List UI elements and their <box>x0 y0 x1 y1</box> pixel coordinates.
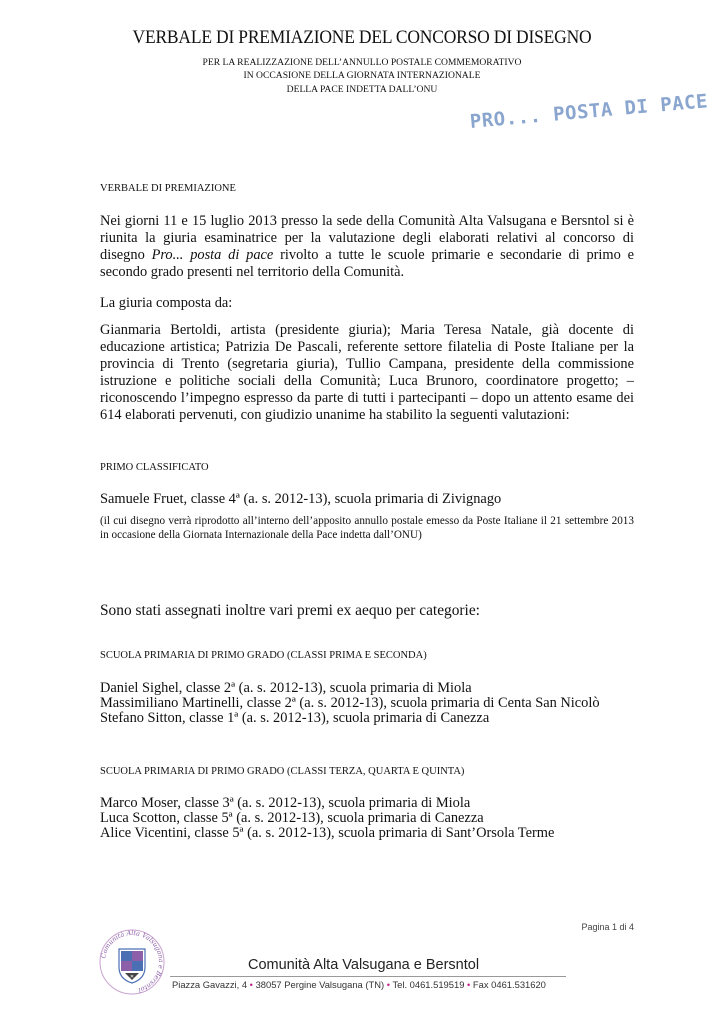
category-label: SCUOLA PRIMARIA DI PRIMO GRADO (CLASSI TERZA, QUARTA E QUINTA) <box>100 766 465 777</box>
first-place-note: (il cui disegno verrà riprodotto all’interno dell’apposito annullo postale emesso da Poste Italiane il 21 settembre 2013 in occasione della Giornata Internazionale della Pace indetta dall’ONU) <box>100 515 634 541</box>
page-number: Pagina 1 di 4 <box>581 922 634 932</box>
footer-fax: Fax 0461.531620 <box>472 979 546 990</box>
ex-aequo-heading: Sono stati assegnati inoltre vari premi ex aequo per categorie: <box>100 602 480 619</box>
contest-name: Pro... posta di pace <box>151 247 274 263</box>
section-label-verbale: VERBALE DI PREMIAZIONE <box>100 183 236 194</box>
winner-entry: Luca Scotton, classe 5ª (a. s. 2012-13), scuola primaria di Canezza <box>100 810 484 826</box>
footer-street: Piazza Gavazzi, 4 <box>172 979 248 990</box>
pro-posta-di-pace-stamp: PRO... POSTA DI PACE <box>469 90 709 133</box>
winner-entry: Marco Moser, classe 3ª (a. s. 2012-13), scuola primaria di Miola <box>100 795 471 811</box>
intro-text: Nei giorni 11 e 15 luglio 2013 presso la sede della Comunità Alta Valsugana e Bersntol si è riunita la giuria esaminatrice per la valutazione degli elaborati relativi al concorso di disegno <box>100 213 634 263</box>
bullet-icon: • <box>249 979 253 990</box>
intro-text-end: rivolto a tutte le scuole primarie e secondarie di primo e secondo grado presenti nel territorio della Comunità. <box>100 247 634 280</box>
footer-phone: Tel. 0461.519519 <box>392 979 465 990</box>
winner-entry: Daniel Sighel, classe 2ª (a. s. 2012-13), scuola primaria di Miola <box>100 680 472 696</box>
bullet-icon: • <box>386 979 391 990</box>
comunita-logo-icon <box>97 927 167 997</box>
winner-entry: Stefano Sitton, classe 1ª (a. s. 2012-13), scuola primaria di Canezza <box>100 710 490 726</box>
subtitle-line: PER LA REALIZZAZIONE DELL’ANNULLO POSTALE COMMEMORATIVO <box>202 57 522 68</box>
winner-entry: Massimiliano Martinelli, classe 2ª (a. s. 2012-13), scuola primaria di Centa San Nicolò <box>100 695 600 711</box>
footer-divider <box>170 976 566 977</box>
footer-city: 38057 Pergine Valsugana (TN) <box>255 979 385 990</box>
svg-text:✕: ✕ <box>129 974 135 980</box>
subtitle-line: IN OCCASIONE DELLA GIORNATA INTERNAZIONALE <box>243 70 481 82</box>
intro-paragraph <box>100 213 634 281</box>
subtitle-line: DELLA PACE INDETTA DALL’ONU <box>286 83 438 95</box>
jury-paragraph: Gianmaria Bertoldi, artista (presidente giuria); Maria Teresa Natale, già docente di educazione artistica; Patrizia De Pascali, referente settore filatelia di Poste Italiane per la provincia di Trento (segretaria giuria), Tullio Campana, presidente della commissione istruzione e politiche sociali della Comunità; Luca Brunoro, coordinatore progetto; – riconoscendo l’impegno espresso da parte di tutti i partecipanti – dopo un attento esame dei 614 elaborati pervenuti, con giudizio unanime ha stabilito la seguenti valutazioni: <box>100 322 634 423</box>
category-label: SCUOLA PRIMARIA DI PRIMO GRADO (CLASSI PRIMA E SECONDA) <box>100 650 427 661</box>
section-label-primo: PRIMO CLASSIFICATO <box>100 462 209 473</box>
document-title: VERBALE DI PREMIAZIONE DEL CONCORSO DI DISEGNO <box>132 27 592 48</box>
footer-address <box>172 979 546 990</box>
bullet-icon: • <box>467 979 471 990</box>
document-subtitle <box>0 56 724 96</box>
footer-organization: Comunità Alta Valsugana e Bersntol <box>248 957 480 973</box>
winner-entry: Alice Vicentini, classe 5ª (a. s. 2012-13), scuola primaria di Sant’Orsola Terme <box>100 825 555 841</box>
first-place-winner: Samuele Fruet, classe 4ª (a. s. 2012-13), scuola primaria di Zivignago <box>100 491 502 507</box>
logo-ring-text: Comunità Alta Valsugana e Bersntol <box>99 928 166 995</box>
jury-intro: La giuria composta da: <box>100 295 233 311</box>
